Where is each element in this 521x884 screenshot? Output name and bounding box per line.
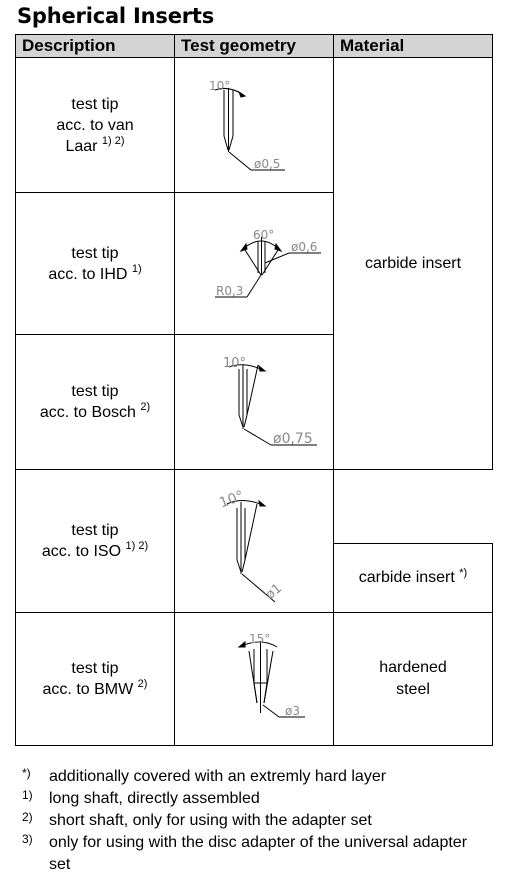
footnote-mark: 2) bbox=[22, 810, 33, 824]
description-line: acc. to IHD bbox=[48, 265, 128, 283]
table-row bbox=[16, 470, 493, 544]
bosch-tip-drawing bbox=[175, 335, 333, 469]
geometry-cell bbox=[175, 470, 334, 613]
footnote-ref: 1) bbox=[131, 262, 142, 275]
description-line: acc. to ISO bbox=[41, 543, 122, 560]
footnote-mark: *) bbox=[22, 766, 31, 780]
description-line: test tip bbox=[71, 244, 119, 262]
geometry-cell bbox=[175, 58, 334, 193]
footnote-ref: *) bbox=[459, 566, 468, 579]
geometry-cell bbox=[175, 335, 334, 470]
material-text: carbide insert bbox=[364, 254, 462, 272]
van-laar-tip-drawing bbox=[175, 58, 333, 192]
footnote-ref: 1) 2) bbox=[125, 540, 149, 552]
footnote bbox=[22, 810, 489, 832]
material-cell-carbide bbox=[334, 58, 493, 470]
header-test-geometry: Test geometry bbox=[175, 35, 334, 58]
description-line: Laar bbox=[65, 137, 98, 155]
angle-label: 60° bbox=[253, 228, 275, 242]
geometry-cell bbox=[175, 193, 334, 335]
iso-tip-drawing bbox=[175, 470, 333, 612]
diameter-label: ø3 bbox=[285, 704, 300, 718]
footnote-text: long shaft, directly assembled bbox=[49, 790, 260, 807]
bmw-tip-drawing bbox=[175, 613, 333, 745]
geometry-cell bbox=[175, 613, 334, 746]
ihd-tip-drawing bbox=[175, 193, 333, 334]
footnote-ref: 2) bbox=[137, 678, 148, 690]
description-cell bbox=[16, 335, 175, 470]
footnote-ref: 1) 2) bbox=[101, 134, 125, 147]
material-cell-hardened bbox=[334, 613, 493, 746]
spherical-inserts-table bbox=[15, 34, 493, 746]
footnote-ref: 2) bbox=[140, 401, 151, 413]
footnote-text: additionally covered with an extremly hard layer bbox=[49, 768, 387, 785]
table-header-row bbox=[16, 35, 493, 58]
description-line: test tip bbox=[71, 660, 119, 677]
diameter-label: ø0,75 bbox=[273, 431, 313, 447]
angle-label: 10° bbox=[209, 79, 231, 93]
description-cell bbox=[16, 470, 175, 613]
material-text: hardened bbox=[379, 659, 447, 676]
material-text: carbide insert bbox=[358, 568, 455, 586]
footnote-mark: 1) bbox=[22, 788, 33, 802]
footnote bbox=[22, 788, 489, 810]
header-material: Material bbox=[334, 35, 493, 58]
footnote-text: only for using with the disc adapter of the universal adapter set bbox=[49, 834, 468, 873]
description-cell bbox=[16, 193, 175, 335]
angle-label: 10° bbox=[223, 356, 247, 371]
description-line: acc. to Bosch bbox=[39, 404, 136, 421]
footnotes bbox=[22, 766, 489, 876]
description-line: test tip bbox=[71, 522, 119, 539]
page-title: Spherical Inserts bbox=[17, 4, 215, 28]
material-cell-carbide-coated bbox=[334, 543, 493, 613]
description-line: acc. to van bbox=[56, 116, 134, 134]
table-row bbox=[16, 58, 493, 193]
description-line: test tip bbox=[71, 95, 119, 113]
footnote bbox=[22, 832, 489, 876]
diameter-label: ø1 bbox=[262, 580, 286, 603]
footnote-mark: 3) bbox=[22, 832, 33, 846]
table-row bbox=[16, 613, 493, 746]
header-description: Description bbox=[16, 35, 175, 58]
description-line: test tip bbox=[71, 383, 119, 400]
description-cell bbox=[16, 613, 175, 746]
diameter-label: ø0,6 bbox=[291, 240, 318, 254]
material-text: steel bbox=[396, 681, 430, 698]
description-line: acc. to BMW bbox=[42, 681, 134, 698]
footnote bbox=[22, 766, 489, 788]
diameter-label: ø0,5 bbox=[254, 157, 281, 171]
angle-label: 15° bbox=[249, 632, 271, 646]
description-cell bbox=[16, 58, 175, 193]
footnote-text: short shaft, only for using with the adapter set bbox=[49, 812, 372, 829]
angle-label: 10° bbox=[217, 487, 247, 512]
radius-label: R0,3 bbox=[216, 284, 244, 298]
